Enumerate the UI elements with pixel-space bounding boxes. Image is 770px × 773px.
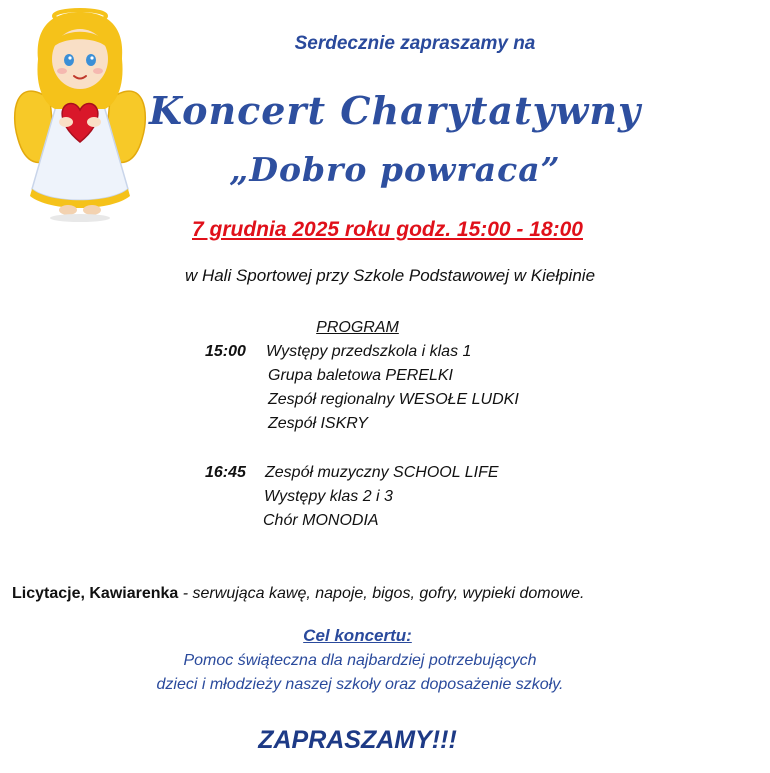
program-time: 15:00 — [205, 343, 246, 360]
event-title: Koncert Charytatywny — [148, 88, 642, 133]
extras-rest: - serwująca kawę, napoje, bigos, gofry, wypieki domowe. — [178, 585, 585, 602]
extras-bold: Licytacje, Kawiarenka — [12, 585, 179, 602]
program-item: Zespół muzyczny SCHOOL LIFE — [265, 464, 499, 481]
goal-heading: Cel koncertu: — [303, 626, 412, 645]
invite-heading: Serdecznie zapraszamy na — [294, 33, 536, 54]
program-item: Zespół regionalny WESOŁE LUDKI — [268, 391, 519, 408]
program-time: 16:45 — [205, 464, 246, 481]
event-venue: w Hali Sportowej przy Szkole Podstawowej w Kiełpinie — [184, 266, 596, 285]
program-item: Zespół ISKRY — [268, 415, 368, 432]
program-item: Występy przedszkola i klas 1 — [266, 343, 472, 360]
program-item: Chór MONODIA — [263, 512, 379, 529]
goal-line-2: dzieci i młodzieży naszej szkoły oraz doposażenie szkoły. — [156, 676, 564, 693]
program-item: Grupa baletowa PERELKI — [268, 367, 453, 384]
event-subtitle: „Dobro powraca” — [229, 150, 561, 189]
event-date-time: 7 grudnia 2025 roku godz. 15:00 - 18:00 — [192, 218, 583, 241]
angel-illustration — [10, 4, 150, 226]
closing-invitation: ZAPRASZAMY!!! — [258, 726, 457, 754]
extras-info — [12, 585, 762, 603]
program-item: Występy klas 2 i 3 — [264, 488, 393, 505]
goal-line-1: Pomoc świąteczna dla najbardziej potrzebujących — [183, 652, 537, 669]
program-heading: PROGRAM — [316, 319, 399, 336]
